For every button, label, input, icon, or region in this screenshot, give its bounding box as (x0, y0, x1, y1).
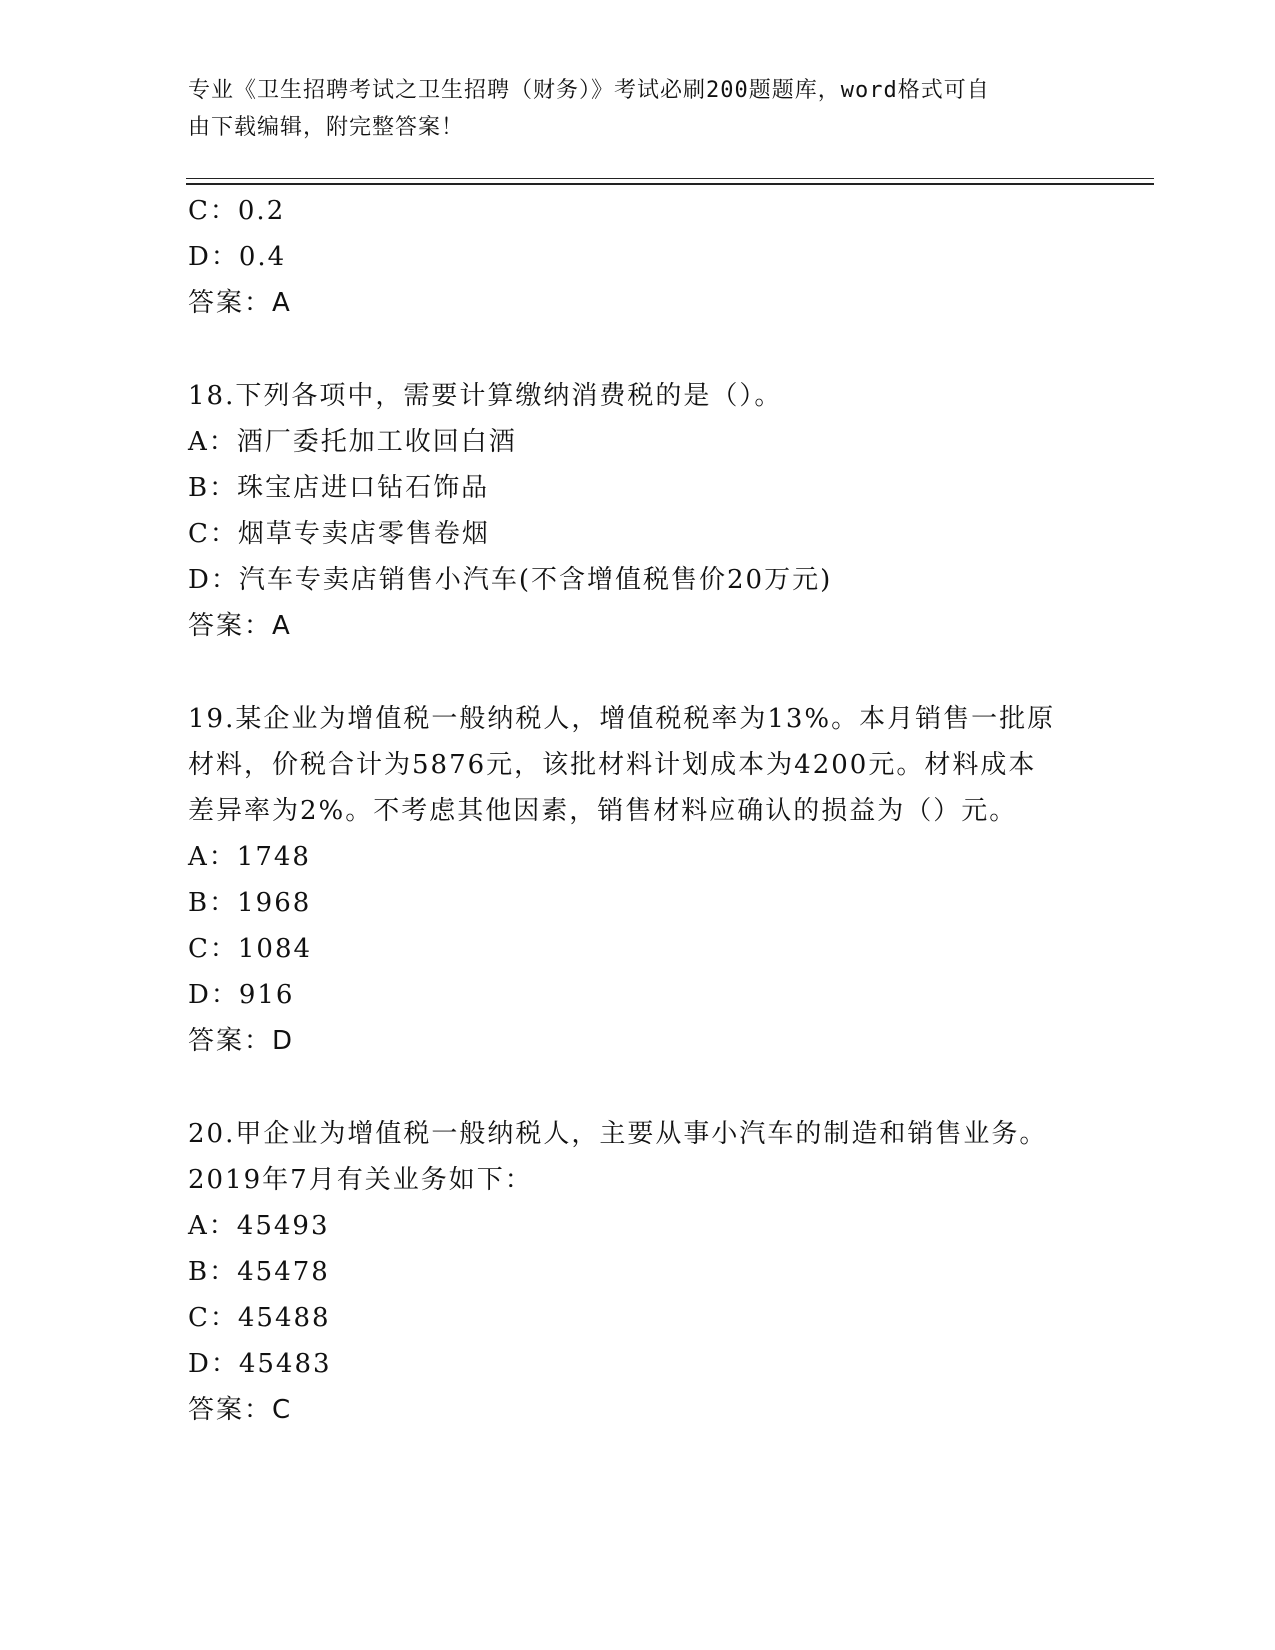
question-stem-line-2: 材料，价税合计为5876元，该批材料计划成本为4200元。材料成本 (188, 750, 1037, 780)
question-stem-line-1: 20.甲企业为增值税一般纳税人，主要从事小汽车的制造和销售业务。 (188, 1119, 1048, 1149)
option-a: A：酒厂委托加工收回白酒 (188, 427, 517, 457)
answer: 答案：A (188, 611, 292, 641)
header-title-line-1: 专业《卫生招聘考试之卫生招聘（财务）》考试必刷200题题库，word格式可自 (188, 78, 990, 103)
answer: 答案：D (188, 1026, 295, 1056)
question-stem-line-1: 19.某企业为增值税一般纳税人，增值税税率为13%。本月销售一批原 (188, 704, 1056, 734)
option-d: D：916 (188, 980, 295, 1010)
option-a: A：1748 (188, 842, 311, 872)
option-a: A：45493 (188, 1211, 330, 1241)
answer: 答案：A (188, 288, 292, 318)
option-d: D：汽车专卖店销售小汽车(不含增值税售价20万元) (188, 565, 833, 595)
spacer (188, 326, 1068, 373)
option-c: C：45488 (188, 1303, 331, 1333)
spacer (188, 1064, 1068, 1111)
option-d: D：0.4 (188, 242, 287, 272)
spacer (188, 649, 1068, 696)
option-b: B：45478 (188, 1257, 330, 1287)
question-stem-line-2: 2019年7月有关业务如下： (188, 1165, 533, 1195)
question-19 (188, 696, 1068, 1064)
option-b: B：1968 (188, 888, 312, 918)
question-stem: 18.下列各项中，需要计算缴纳消费税的是（）。 (188, 381, 783, 411)
question-20 (188, 1111, 1068, 1433)
question-17-tail (188, 188, 1068, 326)
header-divider-bottom (186, 183, 1154, 185)
question-list (188, 188, 1068, 1433)
option-c: C：0.2 (188, 196, 286, 226)
document-header (188, 72, 1068, 146)
option-c: C：1084 (188, 934, 313, 964)
option-b: B：珠宝店进口钻石饰品 (188, 473, 490, 503)
header-title-line-2: 由下载编辑，附完整答案！ (188, 115, 465, 140)
option-c: C：烟草专卖店零售卷烟 (188, 519, 490, 549)
question-stem-line-3: 差异率为2%。不考虑其他因素，销售材料应确认的损益为（）元。 (188, 796, 1018, 826)
answer: 答案：C (188, 1395, 293, 1425)
option-d: D：45483 (188, 1349, 332, 1379)
header-divider-top (186, 178, 1154, 179)
question-18 (188, 373, 1068, 649)
